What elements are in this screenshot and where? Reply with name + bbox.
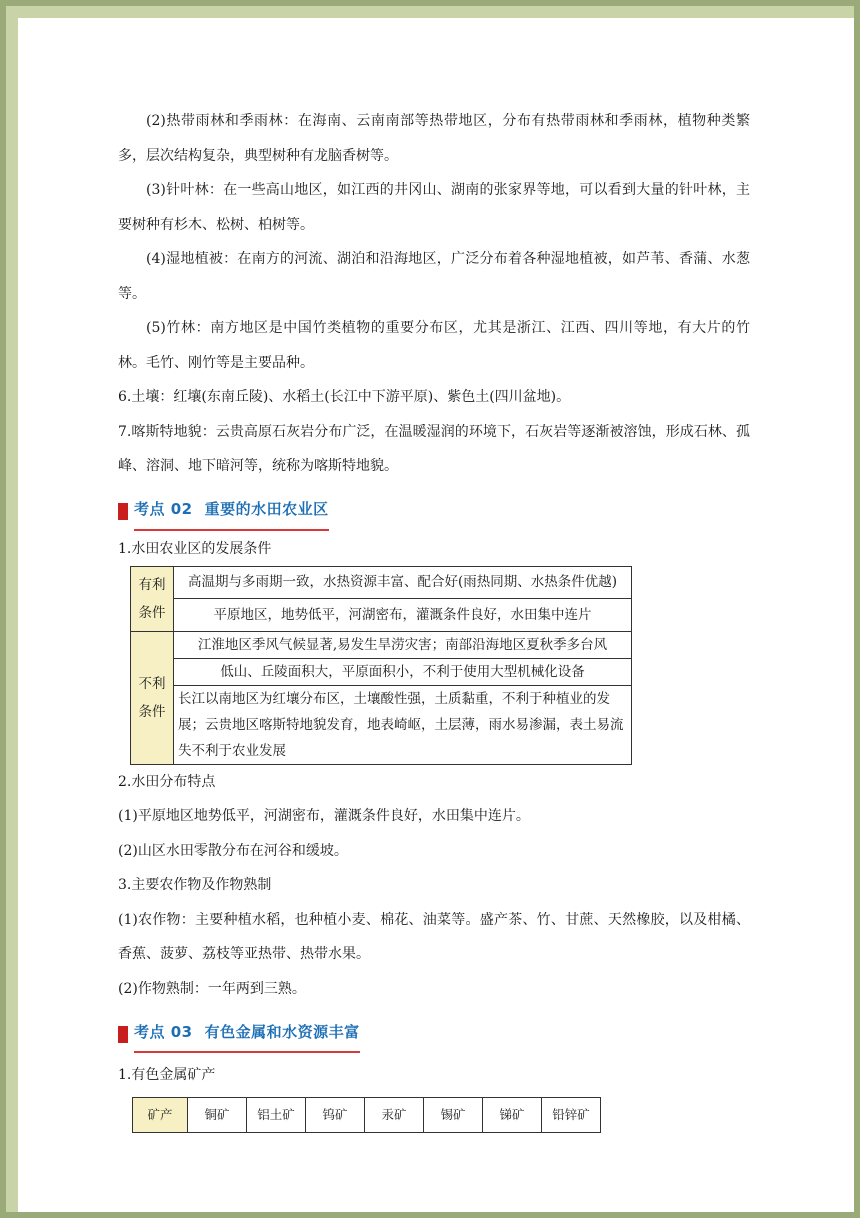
mineral-cell: 汞矿 xyxy=(365,1097,424,1133)
table-cell: 江淮地区季风气候显著,易发生旱涝灾害；南部沿海地区夏秋季多台风 xyxy=(174,631,632,658)
paragraph-wetland: (4)湿地植被：在南方的河流、湖泊和沿海地区，广泛分布着各种湿地植被，如芦苇、香蒲、水葱等。 xyxy=(118,251,750,302)
distribution-item: (1)平原地区地势低平，河湖密布，灌溉条件良好，水田集中连片。 xyxy=(118,808,530,824)
section-title-text: 重要的水田农业区 xyxy=(204,500,329,519)
subheading-crops: 3.主要农作物及作物熟制 xyxy=(118,877,272,893)
minerals-head: 矿产 xyxy=(133,1097,188,1133)
document-content xyxy=(118,104,750,1133)
section-number: 考点 03 xyxy=(134,1022,193,1041)
minerals-table xyxy=(132,1097,601,1134)
mineral-cell: 铝土矿 xyxy=(247,1097,306,1133)
table-cell: 长江以南地区为红壤分布区，土壤酸性强，土质黏重，不利于种植业的发展；云贵地区喀斯特地貌发育，地表崎岖，土层薄，雨水易渗漏，表土易流失不利于农业发展 xyxy=(174,685,632,764)
table-cell: 低山、丘陵面积大，平原面积小，不利于使用大型机械化设备 xyxy=(174,658,632,685)
mineral-cell: 铅锌矿 xyxy=(542,1097,601,1133)
crops-item: (2)作物熟制：一年两到三熟。 xyxy=(118,980,306,997)
table-row xyxy=(131,566,632,599)
table-row xyxy=(131,658,632,685)
table-cell: 高温期与多雨期一致，水热资源丰富、配合好(雨热同期、水热条件优越) xyxy=(174,566,632,599)
subheading-minerals: 1.有色金属矿产 xyxy=(118,1067,216,1083)
distribution-item: (2)山区水田零散分布在河谷和缓坡。 xyxy=(118,842,348,859)
unfavorable-label: 不利条件 xyxy=(131,631,174,764)
favorable-label: 有利条件 xyxy=(131,566,174,631)
table-row xyxy=(133,1097,601,1133)
mineral-cell: 铜矿 xyxy=(188,1097,247,1133)
table-cell: 平原地区，地势低平，河湖密布，灌溉条件良好，水田集中连片 xyxy=(174,599,632,632)
section-heading-03 xyxy=(118,1016,750,1052)
table-row xyxy=(131,685,632,764)
paragraph-bamboo: (5)竹林：南方地区是中国竹类植物的重要分布区，尤其是浙江、江西、四川等地，有大片的竹林。毛竹、刚竹等是主要品种。 xyxy=(118,320,750,371)
section-marker xyxy=(118,503,128,520)
subheading-distribution: 2.水田分布特点 xyxy=(118,773,216,790)
section-marker xyxy=(118,1026,128,1043)
conditions-table xyxy=(130,566,632,765)
section-heading-02 xyxy=(118,494,750,530)
paragraph-karst: 7.喀斯特地貌：云贵高原石灰岩分布广泛，在温暖湿润的环境下，石灰岩等逐渐被溶蚀，形成石林、孤峰、溶洞、地下暗河等，统称为喀斯特地貌。 xyxy=(118,423,750,474)
section-title-text: 有色金属和水资源丰富 xyxy=(204,1022,360,1041)
mineral-cell: 锡矿 xyxy=(424,1097,483,1133)
paragraph-soil: 6.土壤：红壤(东南丘陵)、水稻土(长江中下游平原)、紫色土(四川盆地)。 xyxy=(118,389,571,405)
crops-item: (1)农作物：主要种植水稻，也种植小麦、棉花、油菜等。盛产茶、竹、甘蔗、天然橡胶，以及柑橘、香蕉、菠萝、荔枝等亚热带、热带水果。 xyxy=(118,911,750,962)
mineral-cell: 钨矿 xyxy=(306,1097,365,1133)
section-number: 考点 02 xyxy=(134,500,193,519)
table-row xyxy=(131,631,632,658)
paragraph-conifer: (3)针叶林：在一些高山地区，如江西的井冈山、湖南的张家界等地，可以看到大量的针叶林，主要树种有杉木、松树、柏树等。 xyxy=(118,182,750,233)
mineral-cell: 锑矿 xyxy=(483,1097,542,1133)
subheading-conditions: 1.水田农业区的发展条件 xyxy=(118,540,272,557)
table-row xyxy=(131,599,632,632)
section-title xyxy=(134,492,329,531)
paragraph-rainforest: (2)热带雨林和季雨林：在海南、云南南部等热带地区，分布有热带雨林和季雨林，植物种类繁多，层次结构复杂，典型树种有龙脑香树等。 xyxy=(118,113,750,164)
section-title xyxy=(134,1015,360,1054)
